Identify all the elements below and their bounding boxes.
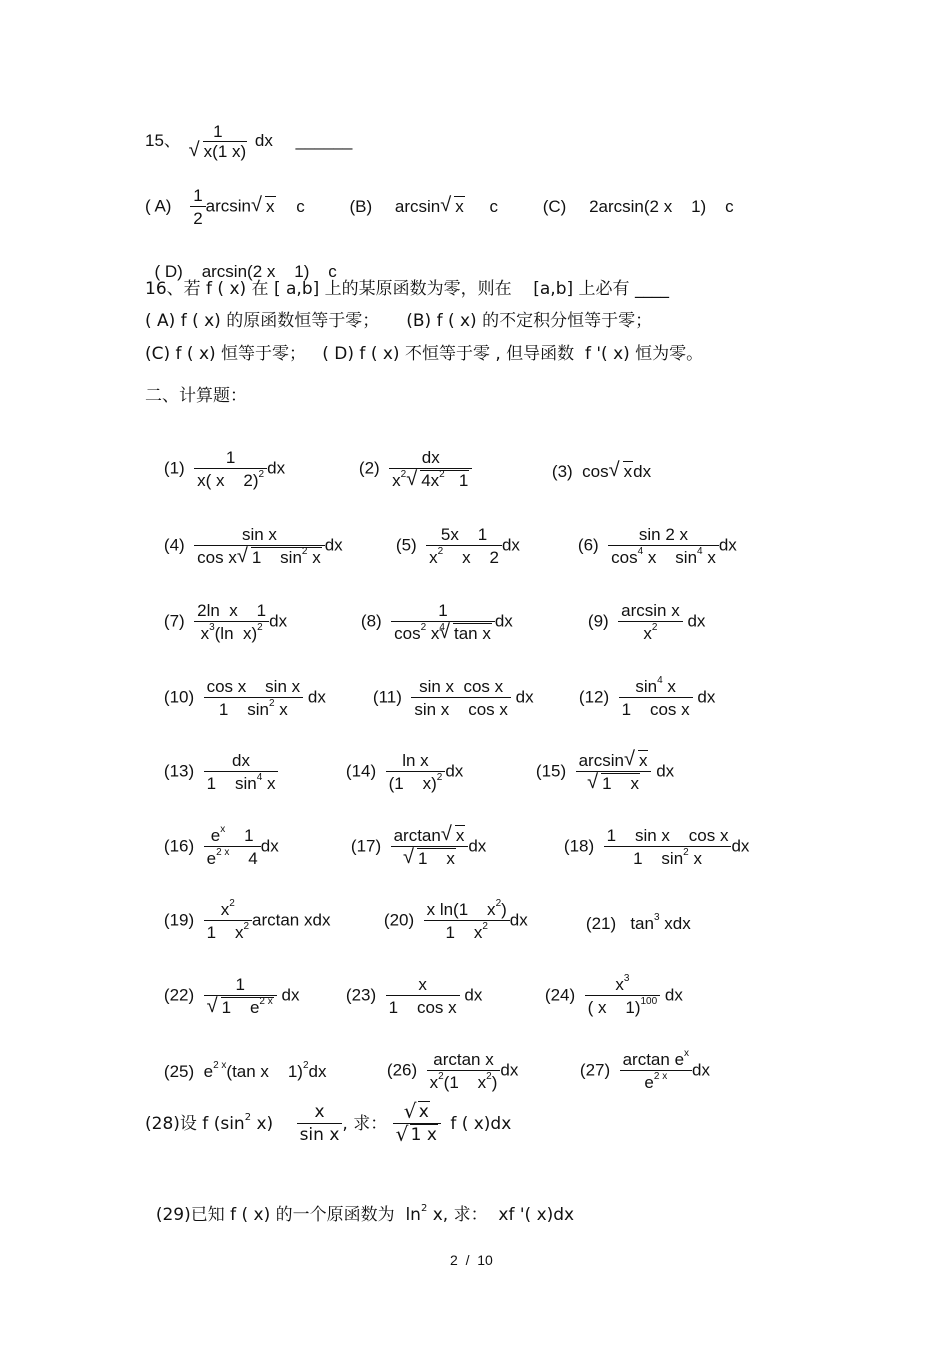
problem-1: (1) $\frac{1}{x( x 2)^2}$ dx (163, 448, 286, 490)
problem-22: (22) 1 √ 1 $e^{2 x}$ dx (145, 955, 299, 1037)
problem-8: (8) $\frac{1}{\cos^2 x^4√ \tan x}$ dx (342, 581, 513, 663)
problem-18: (18) $\frac{\text{1 sin x cos x}}{1 \sin^2 x}$ dx (563, 826, 750, 868)
q15-blank: ______ (295, 131, 353, 151)
problem-27: (27) $\frac{\arctan e^x}{e^{2 x}}$ dx (579, 1048, 710, 1092)
problem-20: (20) $\frac{x \ln(1 x^2)}{1 x^2}$ dx (383, 898, 528, 942)
problem-7: (7) $\frac{\text{2ln x 1}}{x^3(\ln x)^2}$ dx (163, 601, 288, 643)
problem-14: (14) $\frac{\text{ln x}}{(1 x)^2}$ dx (345, 751, 464, 793)
q15-fraction: 1 √ x(1 x) (186, 122, 251, 161)
problem-11: (11) $\frac{\text{sin x cos x}}{\text{sin x cos x}}$ dx (372, 677, 534, 719)
page-number: 2 / 10 (450, 1252, 493, 1268)
problem-13: (13) $\frac{dx}{1 \sin^4 x}$ (145, 731, 278, 813)
problem-2: (2) $\frac{dx}{x^2√ 4x^2 1}$ (340, 428, 472, 510)
q15-options-abc: ( A) $\frac{1}{2}$ arcsin√ x c (B) arcsin√ x c (C) 2arcsin(2 x 1) c (145, 186, 734, 228)
problem-3: (3) cos√ xdx (533, 442, 651, 502)
problem-16: (16) $\frac{e^x 1}{e^{2 x} 4}$ dx (163, 824, 279, 868)
section-title: 二、计算题： (145, 386, 247, 406)
problem-29: (29)已知 f ( x) 的一个原函数为 $\ln^2 x$, 求： xf '( x)dx (155, 1203, 575, 1225)
problem-9: (9) $\frac{\text{arcsin x}}{x^2}$ dx (587, 601, 706, 643)
problem-4: (4) $\frac{\text{sin x}}{\cos x√ 1 \sin^2 x}$ dx (145, 505, 343, 587)
problem-17: (17) arctan√ x √ 1 x dx (332, 806, 486, 888)
q15-number: 15、 (145, 131, 181, 151)
q16-options-cd: (C) f ( x) 恒等于零； ( D) f ( x) 不恒等于零 , 但导函数 f '( x) 恒为零。 (145, 344, 704, 364)
q16-options-ab: ( A) f ( x) 的原函数恒等于零； (B) f ( x) 的不定积分恒等于零； (145, 311, 653, 331)
problem-12: (12) $\frac{\sin^4 x}{\text{1 cos x}}$ dx (578, 675, 716, 719)
problem-25: (25) $e^{2 x}(\tan$ x 1)$^2$dx (163, 1060, 327, 1081)
problem-23: (23) $\frac{x}{\text{1 cos x}}$ dx (345, 975, 483, 1017)
problem-15: (15) arcsin√ x √ 1 x dx (517, 731, 674, 813)
problem-6: (6) $\frac{\sin 2 x}{\cos^4 x \sin^4 x}$ dx (577, 525, 737, 567)
problem-28: (28)设 f ($\sin^2$ x) $\frac{x}{\text{sin x}}$ , 求： √ x √ 1 x f ( x)dx (145, 1103, 511, 1145)
problem-5: (5) $\frac{5x 1}{x^2 x 2}$ dx (395, 525, 520, 567)
problem-26: (26) $\frac{\text{arctan x}}{x^2(1 x^2)}$ dx (386, 1050, 519, 1092)
q15-option-d: ( D) arcsin(2 x 1) c (154, 262, 337, 281)
problem-24: (24) $\frac{x^3}{( x 1)^{100}}$ dx (544, 973, 683, 1017)
problem-19: (19) $\frac{x^2}{1 x^2}$ arctan xdx (163, 898, 331, 942)
q15-stem: 15、 1 √ x(1 x) dx ______ (145, 122, 352, 161)
problem-21: (21) $\tan^3$ xdx (585, 912, 691, 933)
problem-10: (10) $\frac{\text{cos x sin x}}{1 \sin^2 x}$ dx (163, 677, 326, 719)
q16-stem: 16、若 f ( x) 在 [ a,b] 上的某原函数为零，则在 [a,b] 上必有 ____ (145, 279, 669, 299)
